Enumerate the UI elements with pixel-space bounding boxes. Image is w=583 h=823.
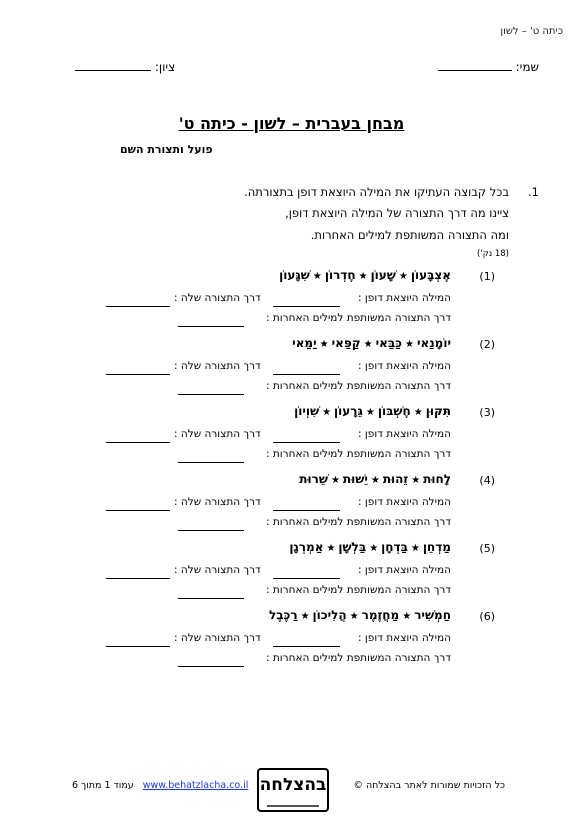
set-word: לָחוּת — [423, 472, 451, 486]
set-word: כַּבַּאי — [375, 336, 402, 350]
shared-formation-blank[interactable] — [178, 666, 244, 667]
star-separator-icon: ★ — [319, 339, 329, 350]
logo-text: בהצלחה — [259, 775, 327, 795]
grade-blank[interactable] — [75, 70, 151, 71]
set-word: יוֹמָנַאי — [416, 336, 451, 350]
odd-word-label: המילה היוצאת דופן : — [358, 496, 451, 508]
shared-formation-blank[interactable] — [178, 530, 244, 531]
odd-word-blank[interactable] — [273, 442, 340, 443]
shared-formation-label: דרך התצורה המשותפת למילים האחרות : — [266, 448, 451, 460]
set-word: תִּקּוּן — [425, 404, 451, 418]
set-number: (3) — [479, 406, 495, 419]
question-line-1: בכל קבוצה העתיקו את המילה היוצאת דופן בתצורתה. — [244, 185, 509, 199]
question-number: 1. — [528, 185, 539, 199]
star-separator-icon: ★ — [410, 543, 420, 554]
shared-formation-blank[interactable] — [178, 394, 244, 395]
set-word: חֶדְרוֹן — [324, 268, 356, 282]
set-words — [292, 336, 451, 350]
its-formation-label: דרך התצורה שלה : — [174, 564, 261, 576]
shared-formation-blank[interactable] — [178, 326, 244, 327]
star-separator-icon: ★ — [349, 611, 359, 622]
grade-label: ציון: — [154, 60, 176, 74]
name-field — [438, 60, 539, 74]
its-formation-blank[interactable] — [106, 374, 170, 375]
star-separator-icon: ★ — [330, 475, 340, 486]
page-title: מבחן בעברית – לשון - כיתה ט' — [178, 114, 405, 133]
set-words — [279, 268, 451, 282]
set-word: יֵשׁוּת — [342, 472, 368, 486]
star-separator-icon: ★ — [326, 543, 336, 554]
set-words — [269, 608, 451, 622]
name-blank[interactable] — [438, 70, 512, 71]
site-link[interactable]: www.behatzlacha.co.il — [142, 780, 249, 791]
set-number: (2) — [479, 338, 495, 351]
odd-word-blank[interactable] — [273, 646, 340, 647]
set-word: רַכֶּבֶל — [268, 608, 298, 622]
odd-word-label: המילה היוצאת דופן : — [358, 632, 451, 644]
star-separator-icon: ★ — [411, 475, 421, 486]
set-words — [289, 540, 451, 554]
odd-word-label: המילה היוצאת דופן : — [358, 292, 451, 304]
name-label: שמי: — [515, 60, 539, 74]
set-word: שִׁגָּעוֹן — [279, 268, 310, 282]
star-separator-icon: ★ — [402, 611, 412, 622]
shared-formation-label: דרך התצורה המשותפת למילים האחרות : — [266, 516, 451, 528]
set-word: אֶצְבָּעוֹן — [410, 268, 451, 282]
set-word: שָׁעוֹן — [370, 268, 396, 282]
star-separator-icon: ★ — [300, 611, 310, 622]
star-separator-icon: ★ — [404, 339, 414, 350]
question-points: (18 נק') — [477, 249, 509, 259]
set-word: חֶשְׁבּוֹן — [377, 404, 411, 418]
star-separator-icon: ★ — [322, 407, 332, 418]
set-word: קַפַּאי — [331, 336, 361, 350]
its-formation-blank[interactable] — [106, 510, 170, 511]
set-word: מַחֲזֶמֶר — [361, 608, 400, 622]
set-word: חַמְשִׁיר — [414, 608, 451, 622]
odd-word-blank[interactable] — [273, 510, 340, 511]
odd-word-label: המילה היוצאת דופן : — [358, 360, 451, 372]
page-counter: עמוד 1 מתוך 6 — [72, 780, 134, 791]
odd-word-label: המילה היוצאת דופן : — [358, 428, 451, 440]
star-separator-icon: ★ — [365, 407, 375, 418]
set-number: (5) — [479, 542, 495, 555]
shared-formation-label: דרך התצורה המשותפת למילים האחרות : — [266, 312, 451, 324]
star-separator-icon: ★ — [413, 407, 423, 418]
site-logo — [257, 768, 329, 812]
set-word: גֵּרָעוֹן — [334, 404, 363, 418]
odd-word-blank[interactable] — [273, 306, 340, 307]
set-words — [294, 404, 451, 418]
its-formation-blank[interactable] — [106, 306, 170, 307]
star-separator-icon: ★ — [363, 339, 373, 350]
footer-copyright: כל הזכויות שמורות לאתר בהצלחה © — [353, 780, 505, 791]
shared-formation-label: דרך התצורה המשותפת למילים האחרות : — [266, 652, 451, 664]
star-separator-icon: ★ — [312, 271, 322, 282]
star-separator-icon: ★ — [370, 475, 380, 486]
footer-right — [72, 780, 248, 791]
its-formation-blank[interactable] — [106, 646, 170, 647]
shared-formation-label: דרך התצורה המשותפת למילים האחרות : — [266, 380, 451, 392]
shared-formation-label: דרך התצורה המשותפת למילים האחרות : — [266, 584, 451, 596]
odd-word-blank[interactable] — [273, 578, 340, 579]
its-formation-label: דרך התצורה שלה : — [174, 360, 261, 372]
odd-word-label: המילה היוצאת דופן : — [358, 564, 451, 576]
its-formation-label: דרך התצורה שלה : — [174, 428, 261, 440]
set-word: שִׁוְיוֹן — [294, 404, 320, 418]
its-formation-label: דרך התצורה שלה : — [174, 292, 261, 304]
star-separator-icon: ★ — [369, 543, 379, 554]
odd-word-blank[interactable] — [273, 374, 340, 375]
set-words — [299, 472, 451, 486]
page-subtitle: פועל ותצורת השם — [120, 143, 213, 156]
star-separator-icon: ★ — [358, 271, 368, 282]
set-word: זֵהוּת — [382, 472, 409, 486]
set-word: שֵׁרוּת — [299, 472, 328, 486]
question-line-3: ומה התצורה המשותפת למילים האחרות. — [310, 228, 509, 242]
grade-field — [75, 60, 175, 74]
set-word: יַמַּאי — [292, 336, 317, 350]
set-word: מַדְחֵן — [422, 540, 451, 554]
shared-formation-blank[interactable] — [178, 462, 244, 463]
set-word: הֲלִיכוֹן — [312, 608, 347, 622]
set-number: (1) — [479, 270, 495, 283]
set-number: (6) — [479, 610, 495, 623]
its-formation-blank[interactable] — [106, 578, 170, 579]
its-formation-blank[interactable] — [106, 442, 170, 443]
shared-formation-blank[interactable] — [178, 598, 244, 599]
star-separator-icon: ★ — [398, 271, 408, 282]
question-line-2: ציינו מה דרך התצורה של המילה היוצאת דופן, — [285, 206, 509, 220]
its-formation-label: דרך התצורה שלה : — [174, 632, 261, 644]
set-word: בַּלְשָׁן — [338, 540, 367, 554]
set-number: (4) — [479, 474, 495, 487]
its-formation-label: דרך התצורה שלה : — [174, 496, 261, 508]
logo-underline — [267, 805, 319, 807]
set-word: בַּדְחָן — [381, 540, 408, 554]
course-header: כיתה ט' – לשון — [500, 26, 563, 37]
set-word: אַמְרְגָן — [289, 540, 324, 554]
